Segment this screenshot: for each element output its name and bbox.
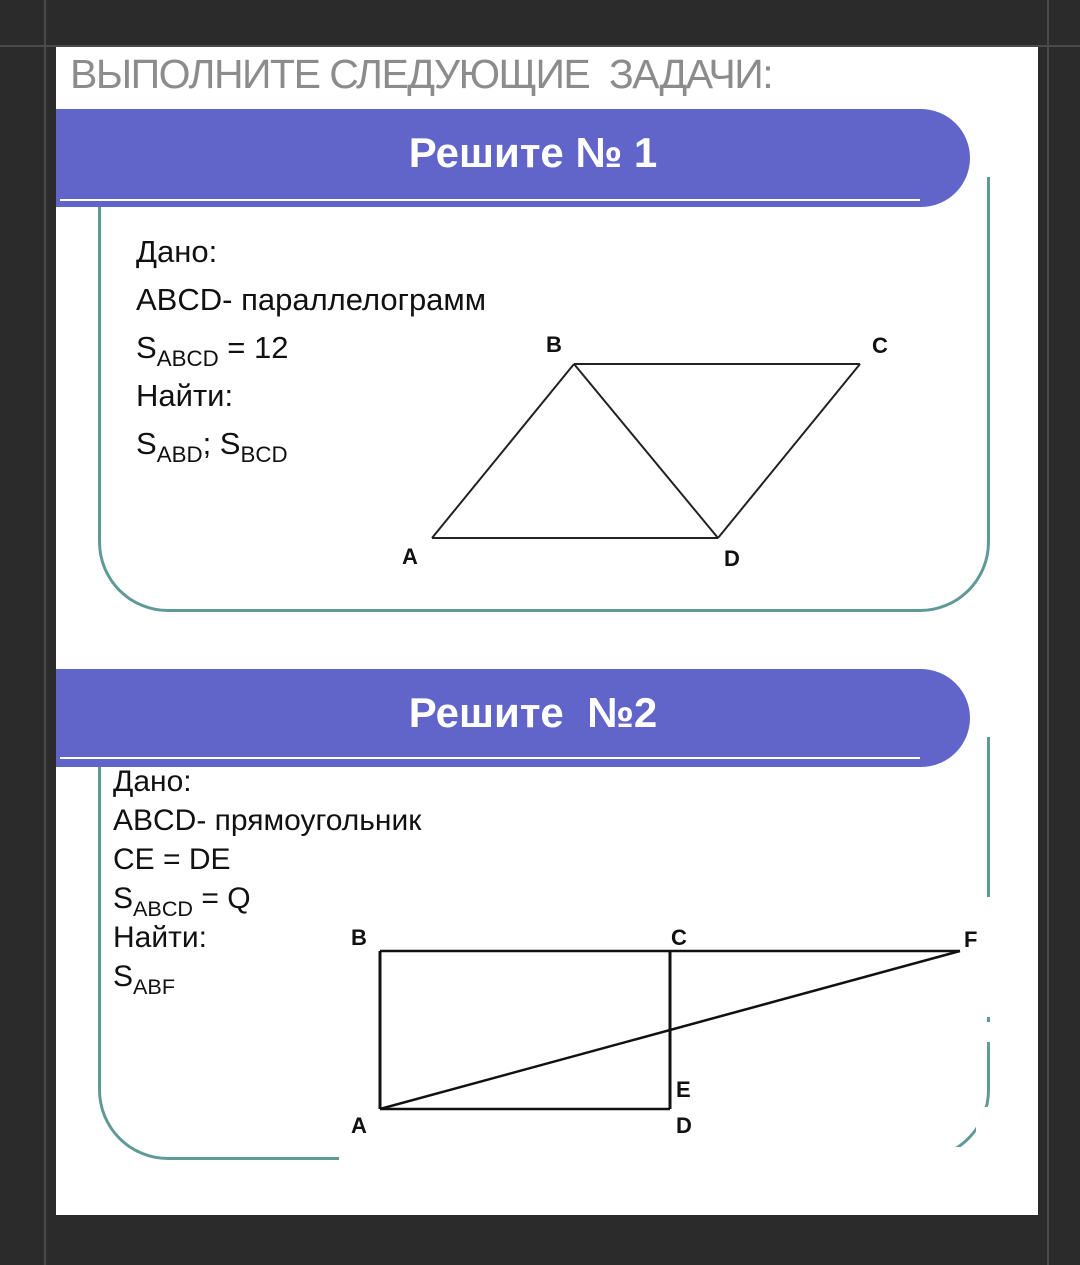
problem2-title: Решите №2 [408,689,658,736]
problem1-header [56,109,970,207]
problem1-find-sep: ; S [202,426,241,461]
diagonal-bd [574,364,718,538]
problem1-find-label: Найти: [136,378,234,413]
problem1-find-s1: S [136,426,157,461]
problem2-header-line [60,757,920,759]
problem1-find-sub2: BCD [240,441,288,467]
vertex-label-c: C [872,333,888,358]
vertex-label-a: A [351,1113,367,1138]
vertex-label-a: A [402,544,418,569]
side-cd [718,364,860,538]
problem2-area-sub: ABCD [133,895,194,921]
problem2-find-s: S [113,960,134,993]
problem1-title: Решите № 1 [408,129,658,176]
problem1-shape: ABCD- параллелограмм [136,282,487,317]
problem2-shape: ABCD- прямоугольник [113,804,422,837]
frame-line-left [44,0,46,1265]
problem2-given-label: Дано: [113,765,192,798]
vertex-label-c: C [671,925,687,950]
problem2-find-label: Найти: [113,921,207,954]
side-ab [432,364,574,538]
frame-line-right [1047,0,1049,1265]
problem2-area-s: S [113,882,134,915]
vertex-label-d: D [676,1113,692,1138]
problem2-find-sub: ABF [133,973,176,999]
page-title: ВЫПОЛНИТЕ СЛЕДУЮЩИЕ ЗАДАЧИ: [70,51,773,97]
vertex-label-b: B [351,925,367,950]
problem1-find-sub1: ABD [156,441,203,467]
problem1-area-value: = 12 [218,330,289,365]
problem2-condition: CE = DE [113,843,231,876]
vertex-label-b: B [546,332,562,357]
vertex-label-e: E [676,1077,691,1102]
problem1-find [136,426,288,467]
worksheet [56,47,1038,1215]
rectangle-figure [336,917,996,1157]
parallelogram-figure [386,317,946,577]
problem2-area-value: = Q [193,882,251,915]
problem1-area-sub: ABCD [156,345,219,371]
vertex-label-d: D [724,546,740,571]
vertex-label-f: F [964,927,978,952]
problem1-given-label: Дано: [136,234,218,269]
problem1-header-line [60,199,920,201]
problem1-area [136,330,289,371]
problem2-find [113,960,176,999]
problem2-header [56,669,970,767]
problem1-area-s: S [136,330,157,365]
problem2-area [113,882,251,921]
